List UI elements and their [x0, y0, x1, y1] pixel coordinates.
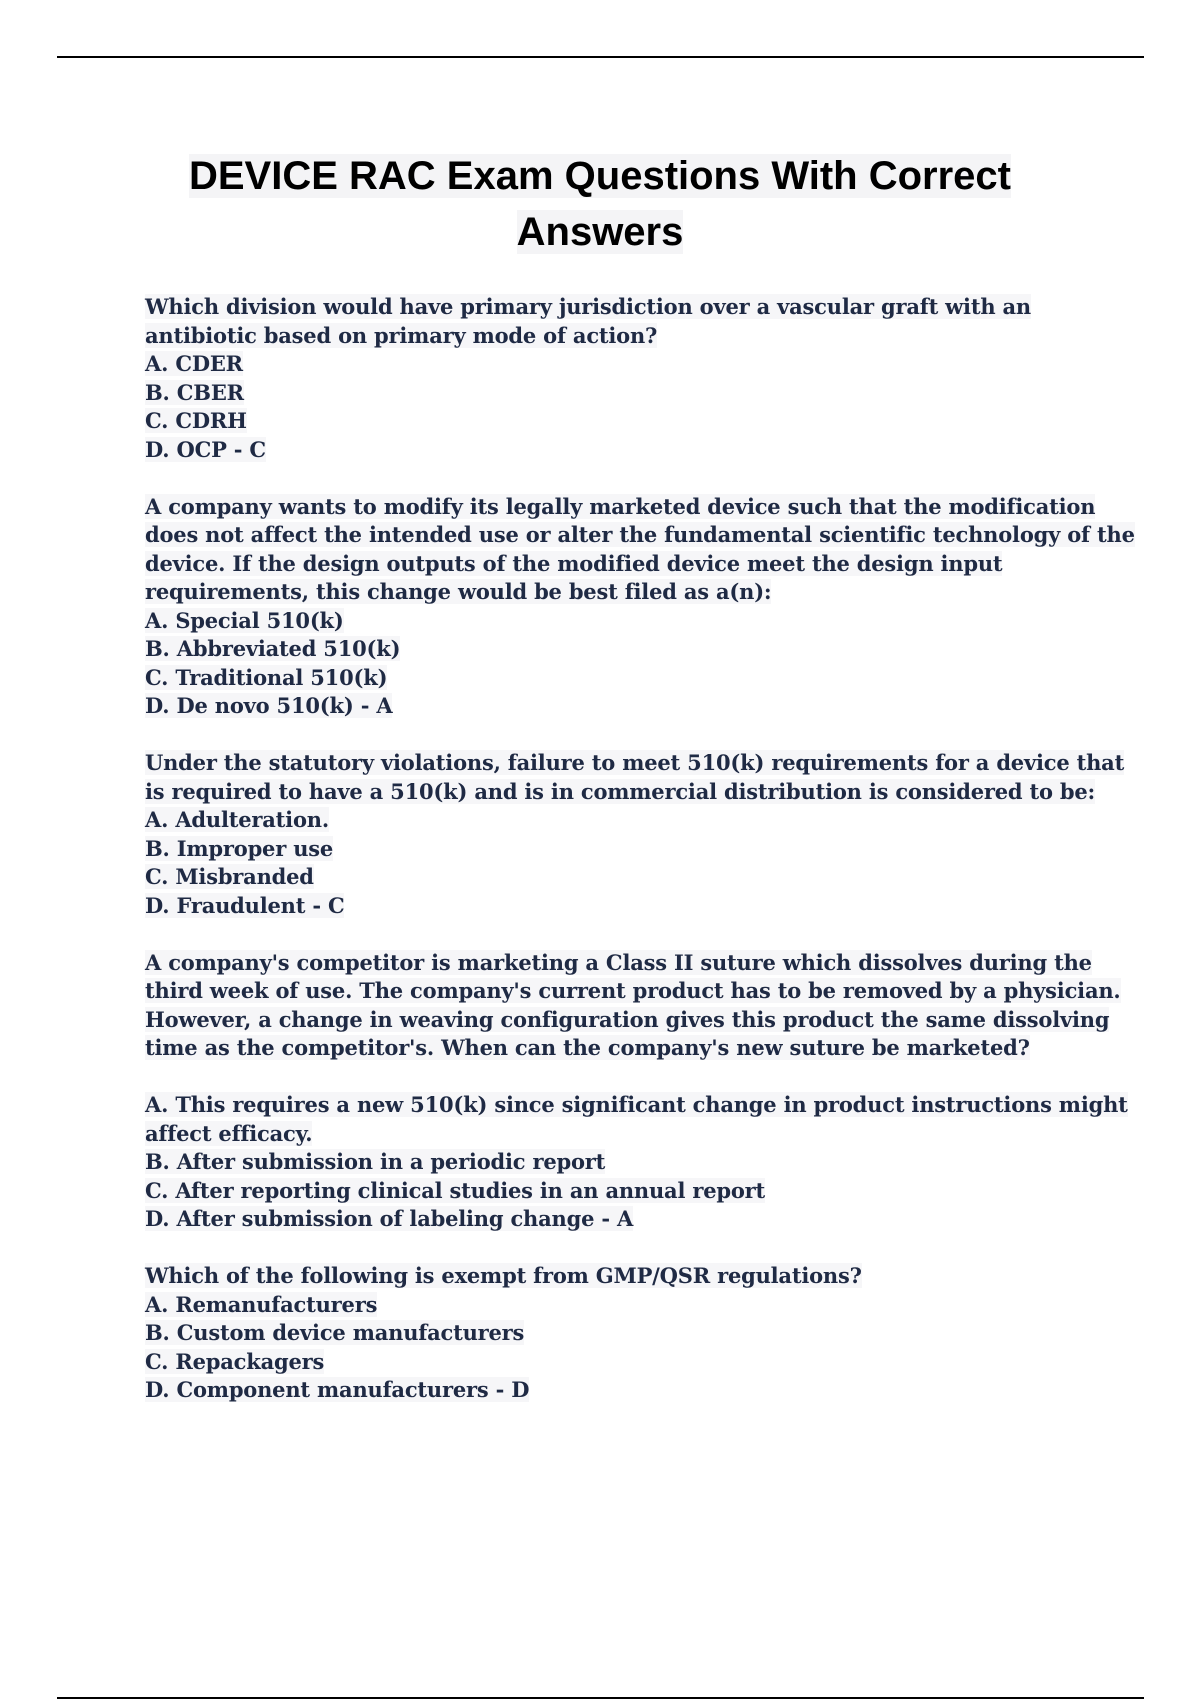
- question-line-text: D. De novo 510(k) - A: [145, 693, 393, 718]
- question-line: [145, 778, 1095, 807]
- question-line-text: B. Abbreviated 510(k): [145, 636, 401, 661]
- question-line-text: B. CBER: [145, 379, 244, 405]
- question-line: [145, 607, 1095, 636]
- question-line-text: Under the statutory violations, failure to meet 510(k) requirements for a device that: [145, 750, 1125, 775]
- question-line-text: C. After reporting clinical studies in an annual report: [145, 1177, 766, 1203]
- question-line-text: A. Remanufacturers: [145, 1291, 378, 1317]
- question-line: [145, 1348, 1095, 1377]
- question-block: [145, 949, 1121, 1063]
- title-line-2: Answers: [516, 210, 684, 254]
- question-line: [145, 1376, 1095, 1405]
- question-line: [145, 521, 1135, 550]
- question-line-text: Which division would have primary jurisdiction over a vascular graft with an: [145, 294, 1031, 319]
- question-line: [145, 835, 1095, 864]
- question-line: [145, 407, 1095, 436]
- question-line-text: B. Custom device manufacturers: [145, 1320, 525, 1345]
- question-line: [145, 1034, 1095, 1063]
- question-line: [145, 379, 1095, 408]
- question-block: [145, 293, 1095, 464]
- question-line-text: A. CDER: [145, 351, 243, 376]
- question-line: [145, 806, 1095, 835]
- question-line-text: device. If the design outputs of the modified device meet the design input: [145, 550, 1003, 576]
- question-line: [145, 949, 1095, 978]
- question-line: [145, 1291, 1095, 1320]
- question-line: [145, 350, 1095, 379]
- question-line-text: Which of the following is exempt from GMP/QSR regulations?: [145, 1263, 862, 1288]
- question-line-text: B. Improper use: [145, 835, 334, 861]
- title-line-1: DEVICE RAC Exam Questions With Correct: [188, 154, 1011, 198]
- questions-body: [145, 293, 1135, 1433]
- question-line-text: A company's competitor is marketing a Class II suture which dissolves during the: [145, 949, 1092, 975]
- question-line-text: third week of use. The company's current product has to be removed by a physician.: [145, 978, 1121, 1003]
- question-line-text: However, a change in weaving configuration gives this product the same dissolving: [145, 1006, 1110, 1032]
- question-line: [145, 1319, 1095, 1348]
- question-line-text: A. This requires a new 510(k) since significant change in product instructions might: [145, 1092, 1128, 1117]
- question-block: [145, 749, 1125, 920]
- question-line: [145, 892, 1095, 921]
- question-line: [145, 664, 1095, 693]
- question-block: [145, 493, 1135, 721]
- question-block: [145, 1262, 1095, 1405]
- question-line: [145, 692, 1095, 721]
- question-line-text: D. Fraudulent - C: [145, 892, 345, 918]
- question-line-text: requirements, this change would be best filed as a(n):: [145, 579, 772, 604]
- page-title: [100, 148, 1100, 260]
- question-line-text: C. Misbranded: [145, 864, 314, 889]
- question-line-text: A company wants to modify its legally marketed device such that the modification: [145, 493, 1096, 519]
- question-line: [145, 1006, 1110, 1035]
- question-line: [145, 1262, 1095, 1291]
- question-line: [145, 635, 1095, 664]
- question-line-text: C. Traditional 510(k): [145, 664, 388, 690]
- question-line: [145, 1205, 1095, 1234]
- question-line-text: C. CDRH: [145, 408, 247, 433]
- question-line-text: D. Component manufacturers - D: [145, 1377, 530, 1402]
- question-line: [145, 1091, 1128, 1120]
- question-line: [145, 436, 1095, 465]
- question-line: [145, 863, 1095, 892]
- question-line-text: B. After submission in a periodic report: [145, 1149, 606, 1174]
- question-line-text: C. Repackagers: [145, 1348, 325, 1374]
- question-line: [145, 1148, 1095, 1177]
- question-line: [145, 1177, 1095, 1206]
- question-line-text: is required to have a 510(k) and is in commercial distribution is considered to be:: [145, 778, 1096, 804]
- question-line: [145, 749, 1125, 778]
- question-line: [145, 550, 1095, 579]
- question-line-text: does not affect the intended use or alter the fundamental scientific technology of the: [145, 522, 1135, 547]
- question-line: [145, 977, 1121, 1006]
- question-line-text: affect efficacy.: [145, 1120, 313, 1146]
- question-line-text: A. Special 510(k): [145, 607, 344, 633]
- question-line: [145, 1120, 1095, 1149]
- question-line-text: A. Adulteration.: [145, 807, 329, 832]
- question-line-text: D. After submission of labeling change - A: [145, 1206, 634, 1231]
- question-line: [145, 578, 1095, 607]
- bottom-divider: [57, 1697, 1144, 1699]
- question-line: [145, 293, 1095, 322]
- question-line-text: D. OCP - C: [145, 436, 266, 462]
- top-divider: [57, 56, 1144, 58]
- question-line: [145, 322, 1095, 351]
- question-line-text: antibiotic based on primary mode of action?: [145, 322, 658, 348]
- question-line-text: time as the competitor's. When can the company's new suture be marketed?: [145, 1035, 1030, 1060]
- question-block: [145, 1091, 1128, 1234]
- question-line: [145, 493, 1095, 522]
